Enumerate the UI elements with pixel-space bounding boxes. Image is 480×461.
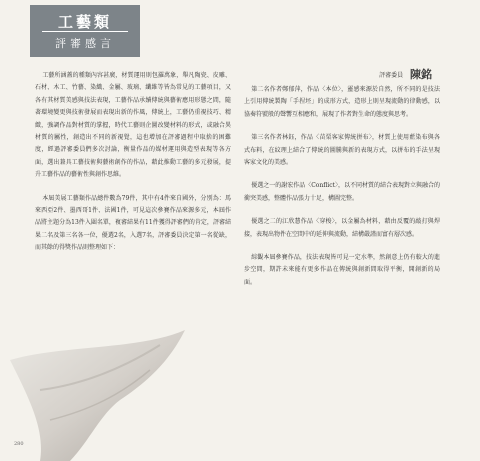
page-number: 280 [14,441,24,447]
left-text-column [35,70,231,266]
judge-name: 陳銘 [410,68,432,81]
paragraph: 優選之二的江欣慧作品〈穿梭〉，以金屬為材料，藉由反覆的敲打與焊接，表現出物件在空間中的延伸與流動，結構嚴謹而富有層次感。 [244,218,440,238]
header-divider [42,31,128,32]
decorative-sculpture-image [0,290,200,461]
section-title: 工藝類 [57,13,112,31]
judge-credit [379,66,432,82]
judge-role: 評審委員 [379,71,404,79]
right-text-column [244,84,440,300]
paragraph: 工藝所涵蓋的種類內容甚廣，材質運用則包羅萬象，舉凡陶瓷、皮雕、石材、木工、竹藝、染織、金屬、玻璃、纖維等皆為常見的工藝項目，又各有其材質美感與技法表現，工藝作品承續傳統與藝術應用形態之間，隨著環境變更與技術發展而表現出新的作風，傳統上，工藝仍重視技巧、精緻，強調作品對材質的掌握，時代工藝則企圖改變材料的形式，或融合異材質的屬性，創造出不同的新視覺，這也增加在評審過程中取捨的困難度，經過評審委員們多次討論，衡量作品的媒材運用與造型表現等各方面，選出兼具工藝技術與藝術創作的作品，藉此推動工藝的多元發展，提升工藝作品的藝術性與創作思維。 [35,72,231,179]
paragraph: 綜觀本屆參賽作品，技法表現皆可見一定水準，然創意上仍有較大的進步空間，期許未來能有更多作品在傳統與創新間取得平衡，開創新的局面。 [244,254,440,286]
paragraph: 優選之一的謝宏作品〈Conflict〉，以不同材質的結合表現對立與融合的衝突美感，整體作品張力十足，構圖完整。 [244,182,440,202]
section-header [30,5,140,57]
paragraph: 本屆美展工藝類作品總件數為79件，其中有4件來自國外，分別為：馬來西亞2件、墨西哥1件、法國1件，可見這次參賽作品來源多元，本屆作品將主題分為13件入圍名單，複審結果有11件獲得評審們的肯定，評審結果二名及第三名各一位，優選2名，入選7名，評審委員決定第一名從缺，而其餘的得獎作品則整理如下： [35,194,231,252]
section-subtitle: 評審感言 [55,37,115,50]
paragraph: 第三名作者林鈺，作品〈苗栗客家傳統拼布〉，材質上使用藍染布與各式布料，在紋理上結合了傳統的圖騰與新的表現方式，以拼布的手法呈現客家文化的美感。 [244,134,440,167]
paragraph: 第二名作者鄭郁萍，作品〈本位〉，靈感來源於自然，所不同的是技法上引用傳統製陶「手捏坯」的成形方式，造形上則呈現流動的律動感，以協奏符號般的聲響互相應和，展現了作者對生命的態度與思考。 [244,86,440,118]
